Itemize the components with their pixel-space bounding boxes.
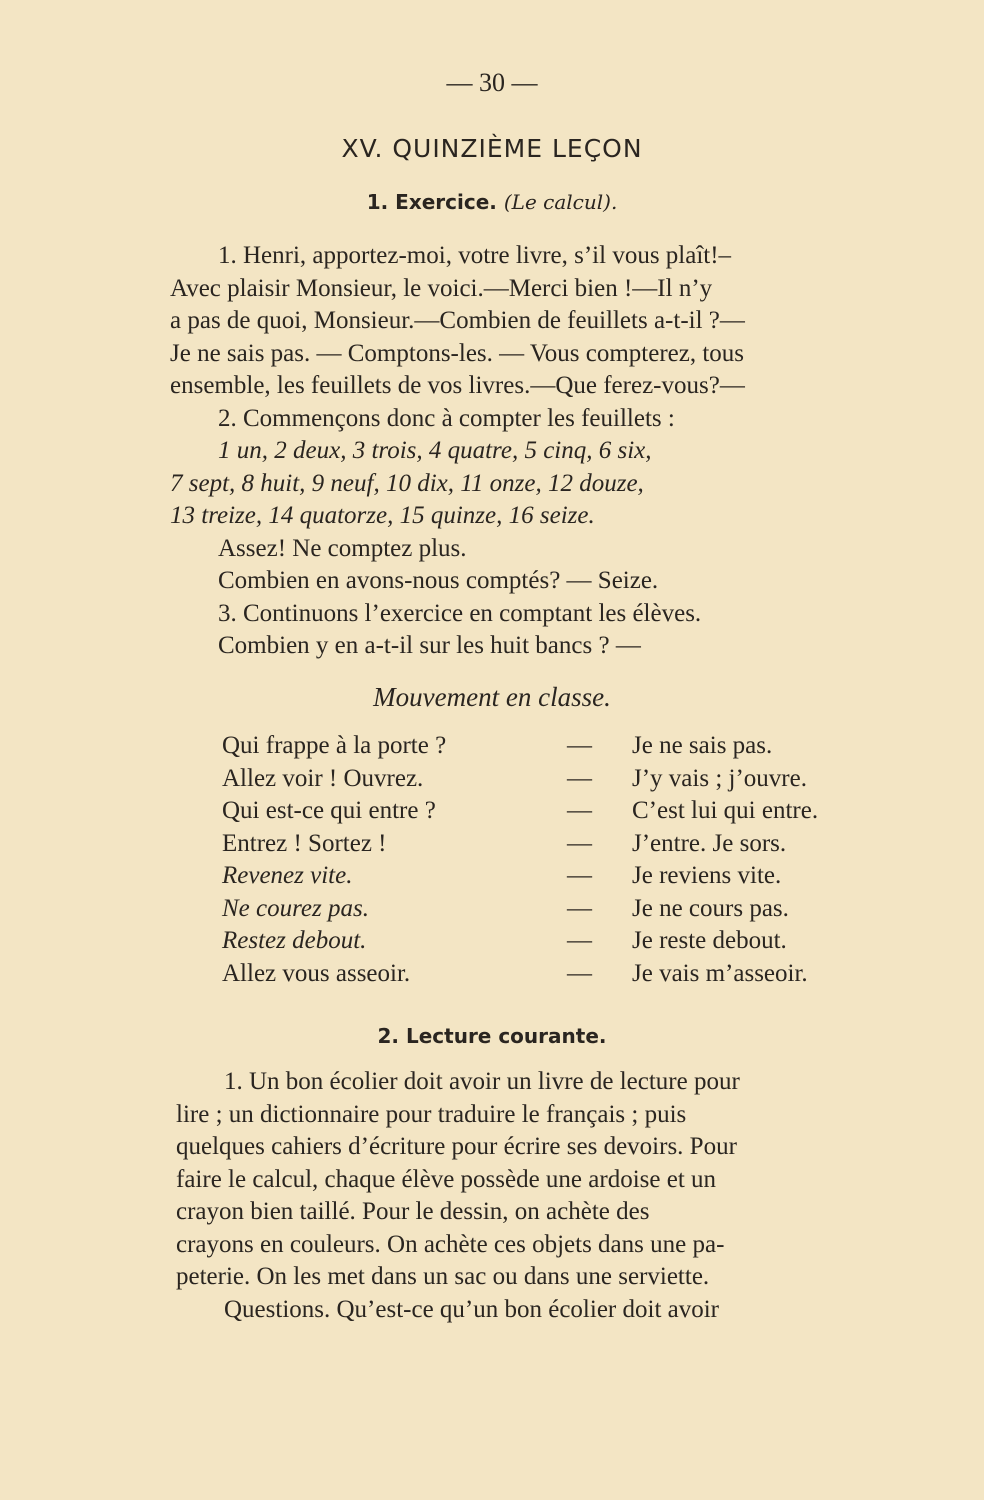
dialogue-response: Je vais m’asseoir. bbox=[632, 959, 808, 987]
lesson-title: XV. QUINZIÈME LEÇON bbox=[341, 134, 643, 163]
reading-line: 1. Un bon écolier doit avoir un livre de lecture pour bbox=[224, 1068, 740, 1095]
exercise-line: Assez! Ne comptez plus. bbox=[218, 534, 467, 562]
reading-line: crayons en couleurs. On achète ces objets dans une pa- bbox=[176, 1230, 725, 1258]
dialogue-row bbox=[222, 830, 922, 863]
dialogue-response: Je ne cours pas. bbox=[632, 894, 789, 922]
dialogue-response: J’y vais ; j’ouvre. bbox=[632, 764, 807, 792]
reading-line: peterie. On les met dans un sac ou dans une serviette. bbox=[176, 1263, 710, 1290]
reading-line: lire ; un dictionnaire pour traduire le français ; puis bbox=[176, 1100, 687, 1128]
exercise-heading bbox=[0, 190, 984, 214]
dialogue-dash: — bbox=[567, 862, 592, 889]
page-number: — 30 — bbox=[446, 68, 538, 97]
number-line: 13 treize, 14 quatorze, 15 quinze, 16 seize. bbox=[170, 502, 595, 529]
dialogue-row bbox=[222, 765, 922, 798]
dialogue-response: J’entre. Je sors. bbox=[632, 829, 787, 857]
dialogue-command: Entrez ! Sortez ! bbox=[222, 829, 387, 857]
dialogue-row bbox=[222, 862, 922, 895]
dialogue-command: Ne courez pas. bbox=[222, 894, 369, 922]
dialogue-command: Revenez vite. bbox=[222, 862, 353, 889]
dialogue-response: Je reviens vite. bbox=[632, 862, 782, 889]
exercise-line: Combien en avons-nous comptés? — Seize. bbox=[218, 567, 659, 594]
dialogue-response: Je reste debout. bbox=[632, 927, 787, 954]
dialogue-row bbox=[222, 960, 922, 993]
reading-line: faire le calcul, chaque élève possède une ardoise et un bbox=[176, 1165, 717, 1193]
reading-text bbox=[176, 1066, 936, 1326]
exercise-line: Combien y en a-t-il sur les huit bancs ? — bbox=[218, 632, 641, 659]
dialogue-row bbox=[222, 927, 922, 960]
exercise-heading-label: 1. Exercice. bbox=[366, 190, 497, 214]
dialogue-command: Allez voir ! Ouvrez. bbox=[222, 764, 424, 792]
exercise-line: 1. Henri, apportez-moi, votre livre, s’il vous plaît!– bbox=[218, 242, 732, 269]
exercise-heading-topic: (Le calcul). bbox=[503, 190, 618, 214]
dialogue-dash: — bbox=[567, 959, 592, 987]
dialogue-dash: — bbox=[567, 732, 592, 759]
dialogue-row bbox=[222, 797, 922, 830]
reading-line: crayon bien taillé. Pour le dessin, on achète des bbox=[176, 1198, 650, 1225]
reading-line: quelques cahiers d’écriture pour écrire ses devoirs. Pour bbox=[176, 1133, 737, 1160]
dialogue-response: Je ne sais pas. bbox=[632, 732, 773, 759]
reading-line: Questions. Qu’est-ce qu’un bon écolier doit avoir bbox=[224, 1295, 720, 1323]
reading-heading: 2. Lecture courante. bbox=[377, 1024, 607, 1048]
dialogue-row bbox=[222, 895, 922, 928]
dialogue-row bbox=[222, 732, 922, 765]
dialogue-dash: — bbox=[567, 797, 592, 824]
exercise-line: 2. Commençons donc à compter les feuillets : bbox=[218, 404, 675, 432]
exercise-line: ensemble, les feuillets de vos livres.—Que ferez-vous?— bbox=[170, 372, 745, 399]
exercise-line: a pas de quoi, Monsieur.—Combien de feuillets a-t-il ?— bbox=[170, 307, 745, 334]
exercise-text bbox=[170, 240, 930, 663]
exercise-line: 3. Continuons l’exercice en comptant les élèves. bbox=[218, 599, 702, 627]
dialogue-command: Qui frappe à la porte ? bbox=[222, 732, 447, 759]
movement-title: Mouvement en classe. bbox=[373, 682, 611, 712]
dialogue-dash: — bbox=[567, 894, 592, 922]
dialogue-dash: — bbox=[567, 764, 592, 792]
number-line: 7 sept, 8 huit, 9 neuf, 10 dix, 11 onze, 12 douze, bbox=[170, 469, 644, 497]
dialogue-command: Qui est-ce qui entre ? bbox=[222, 797, 436, 824]
number-line: 1 un, 2 deux, 3 trois, 4 quatre, 5 cinq, 6 six, bbox=[218, 437, 652, 464]
dialogue-response: C’est lui qui entre. bbox=[632, 797, 819, 824]
exercise-line: Avec plaisir Monsieur, le voici.—Merci bien !—Il n’y bbox=[170, 274, 713, 302]
dialogue-dash: — bbox=[567, 927, 592, 954]
dialogue-command: Allez vous asseoir. bbox=[222, 959, 411, 987]
dialogue-command: Restez debout. bbox=[222, 927, 367, 954]
dialogue-dash: — bbox=[567, 829, 592, 857]
exercise-line: Je ne sais pas. — Comptons-les. — Vous compterez, tous bbox=[170, 339, 745, 367]
